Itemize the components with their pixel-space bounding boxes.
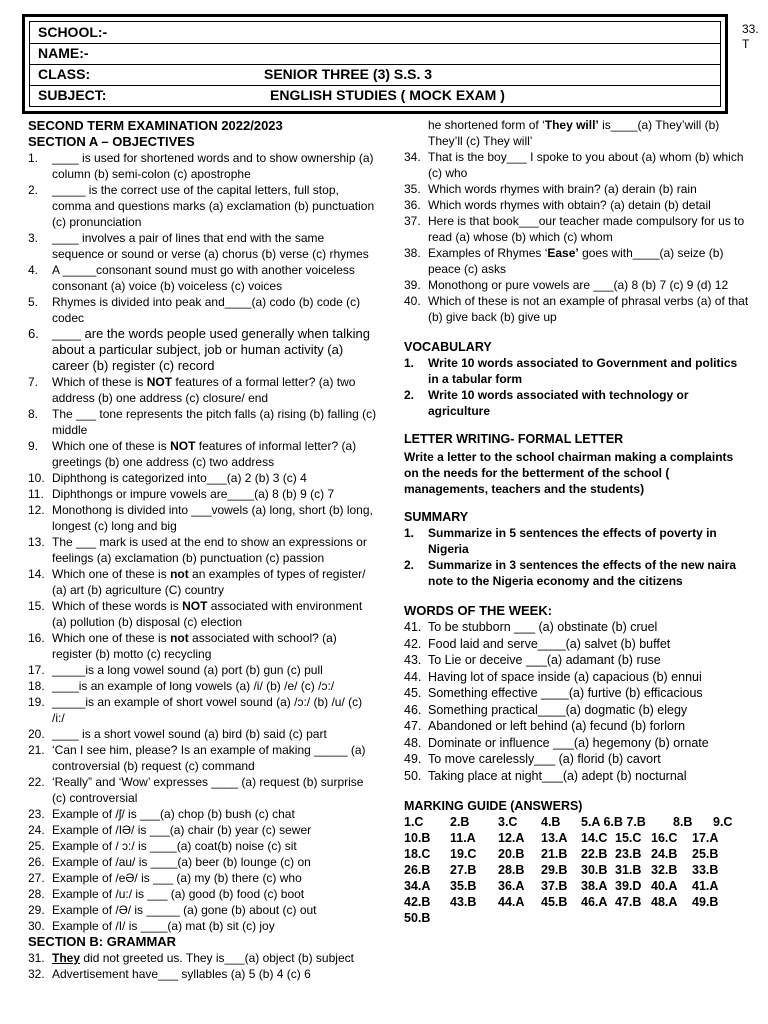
question-item: [404, 197, 750, 213]
question-item: [28, 294, 378, 326]
answer-cell: 22.B: [581, 847, 608, 861]
section-b-heading: SECTION B: GRAMMAR: [28, 934, 177, 949]
question-item-text: _____is an example of short vowel sound (a) /ɔ:/ (b) /u/ (c) /i:/: [52, 695, 363, 725]
question-item: [28, 838, 378, 854]
answer-cell: 5.A 6.B 7.B: [581, 815, 646, 829]
q33-text-c: is____(a) They’will (b) They’ll (c) They will’: [428, 118, 720, 148]
question-item: [28, 374, 378, 406]
word-item-text: To Lie or deceive ___(a) adamant (b) ruse: [428, 653, 661, 667]
summary-item-text: Summarize in 3 sentences the effects of the new naira note to the Nigeria economy and the citizens: [428, 558, 737, 588]
question-item-number: 29.: [28, 903, 45, 917]
grammar-item: [28, 966, 378, 982]
answer-cell: 43.B: [450, 895, 477, 909]
question-item-number: 7.: [28, 375, 39, 389]
answer-cell: 42.B: [404, 895, 431, 909]
question-item: [28, 774, 378, 806]
question-item: [28, 486, 378, 502]
grammar-item: [28, 950, 378, 966]
question-item-text-a: Which of these is: [52, 375, 147, 389]
question-item-text-c: goes with____(a) seize (b) peace (c) asks: [428, 246, 724, 276]
q33-text-b: They will’: [544, 118, 599, 132]
question-item-number: 23.: [28, 807, 45, 821]
question-item-text: Example of /Ə/ is _____ (a) gone (b) about (c) out: [52, 903, 317, 917]
answer-cell: 20.B: [498, 847, 525, 861]
summary-list: [404, 525, 750, 589]
question-item-text: ____is an example of long vowels (a) /i/ (b) /e/ (c) /ɔ:/: [52, 679, 335, 693]
answer-cell: 1.C: [404, 815, 424, 829]
name-row: [30, 43, 720, 65]
question-item-number: 27.: [28, 871, 45, 885]
word-item: [404, 685, 750, 702]
header-box: [22, 14, 728, 114]
question-item-text: Example of /u:/ is ___ (a) good (b) food (c) boot: [52, 887, 305, 901]
question-item-text: Rhymes is divided into peak and____(a) codo (b) code (c) codec: [52, 295, 361, 325]
grammar-item-text: [52, 950, 378, 966]
question-item-text: The ___ mark is used at the end to show an expressions or feelings (a) exclamation (b) punctuation (c) passion: [52, 535, 367, 565]
question-item: [28, 870, 378, 886]
word-item-text: Something effective ____(a) furtive (b) efficacious: [428, 686, 703, 700]
question-item-text: Monothong or pure vowels are ___(a) 8 (b) 7 (c) 9 (d) 12: [428, 278, 729, 292]
word-item: [404, 768, 750, 785]
question-item-text: Example of / ɔ:/ is ____(a) coat(b) noise (c) sit: [52, 839, 297, 853]
answer-cell: 15.C: [615, 831, 642, 845]
answer-cell: 50.B: [404, 911, 431, 925]
question-item-text-a: Examples of Rhymes ‘: [428, 246, 548, 260]
word-item-text: Food laid and serve____(a) salvet (b) buffet: [428, 636, 671, 651]
word-item-text: Something practical____(a) dogmatic (b) elegy: [428, 702, 688, 717]
vocabulary-item: [404, 355, 750, 387]
question-item-number: 37.: [404, 214, 421, 228]
question-item: [28, 502, 378, 534]
answer-cell: 44.A: [498, 895, 525, 909]
question-item-number: 36.: [404, 198, 421, 212]
word-item: [404, 718, 750, 735]
marking-grid: [404, 830, 750, 926]
marking-row-first: [404, 814, 750, 830]
question-item: [28, 182, 378, 230]
header-inner: [29, 21, 721, 107]
answer-cell: 26.B: [404, 863, 431, 877]
question-item-number: 28.: [28, 887, 45, 901]
answer-cell: 38.A: [581, 879, 608, 893]
question-item: [404, 245, 750, 277]
question-item-number: 3.: [28, 231, 39, 245]
question-item: [28, 694, 378, 726]
answer-cell: 19.C: [450, 847, 477, 861]
question-item-number: 20.: [28, 727, 45, 741]
question-item-text-a: Which one of these is: [52, 439, 171, 453]
question-item-number: 26.: [28, 855, 45, 869]
answer-cell: 49.B: [692, 895, 719, 909]
side-fragment-line1: 33.: [742, 22, 759, 36]
word-item: [404, 702, 750, 719]
question-item-text: Which words rhymes with obtain? (a) detain (b) detail: [428, 198, 711, 212]
question-item-number: 30.: [28, 919, 45, 933]
grammar-item-number: 31.: [28, 951, 45, 965]
question-item-number: 5.: [28, 295, 39, 309]
question-item-number: 16.: [28, 631, 45, 645]
word-item-number: 50.: [404, 768, 422, 783]
word-item-number: 47.: [404, 719, 422, 733]
question-item-number: 19.: [28, 695, 45, 709]
question-item: [28, 726, 378, 742]
question-item-text: [52, 598, 378, 630]
question-item-text: ____ is a short vowel sound (a) bird (b) said (c) part: [52, 727, 327, 741]
school-row: [30, 22, 720, 44]
q33-text-a: he shortened form of ‘: [428, 118, 545, 132]
question-item-number: 24.: [28, 823, 45, 837]
question-item-text: Example of /I/ is ____(a) mat (b) sit (c) joy: [52, 919, 275, 933]
question-item: [404, 293, 750, 325]
answer-cell: 36.A: [498, 879, 525, 893]
grammar-questions: [28, 950, 378, 982]
question-item-text: [52, 630, 378, 662]
question-item: [28, 230, 378, 262]
question-item-number: 35.: [404, 182, 421, 196]
question-item-text: Example of /eƏ/ is ___ (a) my (b) there (c) who: [52, 871, 302, 885]
letter-body: Write a letter to the school chairman making a complaints on the needs for the betterment of the school ( managements, teachers and the students): [404, 450, 734, 496]
word-item: [404, 619, 750, 636]
answer-cell: 35.B: [450, 879, 477, 893]
answer-cell: 2.B: [450, 815, 470, 829]
question-item-text-emphasis: NOT: [170, 439, 196, 453]
answer-cell: 32.B: [651, 863, 678, 877]
answer-cell: 48.A: [651, 895, 678, 909]
answer-cell: 24.B: [651, 847, 678, 861]
word-item-text: To be stubborn ___ (a) obstinate (b) cruel: [428, 620, 658, 634]
answer-cell: 41.A: [692, 879, 719, 893]
question-item-text-emphasis: not: [170, 631, 189, 645]
question-item-number: 22.: [28, 775, 45, 789]
word-item-number: 41.: [404, 620, 422, 634]
question-item-text-emphasis: NOT: [182, 599, 208, 613]
summary-heading: SUMMARY: [404, 510, 469, 524]
vocabulary-heading: VOCABULARY: [404, 340, 492, 354]
question-item: [28, 406, 378, 438]
side-fragment-line2: T: [742, 37, 750, 51]
answer-cell: 31.B: [615, 863, 642, 877]
question-item-number: 4.: [28, 263, 39, 277]
question-item-text: [428, 245, 750, 277]
vocabulary-item-text: Write 10 words associated to Government and politics in a tabular form: [428, 356, 738, 386]
vocabulary-item: [404, 387, 750, 419]
question-item-text: The ___ tone represents the pitch falls (a) rising (b) falling (c) middle: [52, 407, 377, 437]
word-item: [404, 751, 750, 768]
vocabulary-item-number: 1.: [404, 356, 415, 370]
answer-cell: 21.B: [541, 847, 568, 861]
side-fragment: [742, 22, 759, 52]
answer-cell: 29.B: [541, 863, 568, 877]
question-item-number: 17.: [28, 663, 45, 677]
question-item-number: 39.: [404, 278, 421, 292]
answer-cell: 17.A: [692, 831, 719, 845]
answer-cell: 34.A: [404, 879, 431, 893]
answer-cell: 23.B: [615, 847, 642, 861]
answer-cell: 40.A: [651, 879, 678, 893]
left-column: [28, 118, 378, 982]
question-item-text: [52, 566, 378, 598]
word-item-number: 49.: [404, 752, 422, 766]
right-column: [404, 117, 750, 926]
question-item-number: 21.: [28, 743, 45, 757]
name-label: NAME:-: [38, 45, 89, 61]
question-item-text: Example of /au/ is ____(a) beer (b) lounge (c) on: [52, 855, 311, 869]
answer-cell: 18.C: [404, 847, 431, 861]
question-item: [404, 149, 750, 181]
question-item-text: ____ are the words people used generally when talking about a particular subject, job or human activity (a) career (b) register (c) record: [52, 326, 370, 373]
right-questions: [404, 149, 750, 325]
grammar-item-text-emphasis: They: [52, 951, 81, 965]
question-item-number: 34.: [404, 150, 421, 164]
question-item-number: 10.: [28, 471, 45, 485]
question-item-number: 8.: [28, 407, 39, 421]
question-item-number: 9.: [28, 439, 39, 453]
question-item-text: ____ is used for shortened words and to show ownership (a) column (b) semi-colon (c) apostrophe: [52, 151, 374, 181]
question-item: [28, 262, 378, 294]
class-row: [30, 64, 720, 86]
answer-cell: 30.B: [581, 863, 608, 877]
objective-questions: [28, 150, 378, 934]
question-item: [28, 854, 378, 870]
question-item-text: That is the boy___ I spoke to you about (a) whom (b) which (c) who: [428, 150, 744, 180]
question-item-text-emphasis: Ease’: [547, 246, 579, 260]
vocabulary-list: [404, 355, 750, 419]
question-item-text: Which words rhymes with brain? (a) derain (b) rain: [428, 182, 697, 196]
subject-value: ENGLISH STUDIES ( MOCK EXAM ): [270, 87, 505, 103]
question-item: [28, 886, 378, 902]
question-item-text: [52, 438, 378, 470]
question-item-number: 6.: [28, 326, 39, 341]
word-item-text: Abandoned or left behind (a) fecund (b) forlorn: [428, 719, 686, 733]
answer-cell: 45.B: [541, 895, 568, 909]
answer-cell: 14.C: [581, 831, 608, 845]
answer-cell: 37.B: [541, 879, 568, 893]
letter-heading: LETTER WRITING- FORMAL LETTER: [404, 432, 624, 446]
answer-cell: 9.C: [713, 815, 733, 829]
question-item-text-emphasis: not: [170, 567, 189, 581]
question-item: [28, 742, 378, 774]
question-item-number: 14.: [28, 567, 45, 581]
answer-cell: 10.B: [404, 831, 431, 845]
words-list: [404, 619, 750, 784]
question-item: [28, 566, 378, 598]
answer-cell: 25.B: [692, 847, 719, 861]
question-item-text: ____ involves a pair of lines that end with the same sequence or sound or verse (a) chorus (b) verse (c) rhymes: [52, 231, 369, 261]
vocabulary-item-text: Write 10 words associated with technology or agriculture: [428, 388, 689, 418]
question-item-text: ‘Really” and ‘Wow’ expresses ____ (a) request (b) surprise (c) controversial: [52, 775, 364, 805]
question-item-text: Example of /ʃ/ is ___(a) chop (b) bush (c) chat: [52, 807, 295, 821]
word-item: [404, 636, 750, 653]
exam-title: SECOND TERM EXAMINATION 2022/2023: [28, 118, 283, 133]
marking-guide-heading: MARKING GUIDE (ANSWERS): [404, 799, 583, 813]
question-item: [28, 918, 378, 934]
grammar-item-text: Advertisement have___ syllables (a) 5 (b) 4 (c) 6: [52, 967, 311, 981]
question-item: [28, 630, 378, 662]
question-item: [404, 213, 750, 245]
question-item-text: Here is that book___our teacher made compulsory for us to read (a) whose (b) which (c) whom: [428, 214, 745, 244]
question-item-number: 1.: [28, 151, 39, 165]
question-item-text-emphasis: NOT: [146, 375, 173, 389]
word-item-number: 42.: [404, 636, 422, 651]
question-item-text: _____is a long vowel sound (a) port (b) gun (c) pull: [52, 663, 323, 677]
question-item: [28, 902, 378, 918]
question-item-number: 13.: [28, 535, 45, 549]
question-item-text: Example of /IƏ/ is ___(a) chair (b) year (c) sewer: [52, 823, 312, 837]
question-item-text-a: Which one of these is: [52, 631, 171, 645]
question-item: [28, 326, 378, 374]
question-item-number: 18.: [28, 679, 45, 693]
answer-cell: 28.B: [498, 863, 525, 877]
word-item: [404, 735, 750, 752]
question-item: [28, 662, 378, 678]
answer-cell: 11.A: [450, 831, 476, 845]
vocabulary-item-number: 2.: [404, 388, 415, 402]
answer-cell: 33.B: [692, 863, 719, 877]
question-item-text: Diphthong is categorized into___(a) 2 (b) 3 (c) 4: [52, 471, 307, 485]
summary-item: [404, 557, 750, 589]
class-value: SENIOR THREE (3) S.S. 3: [264, 66, 433, 82]
question-item-text-c: associated with school? (a) register (b) motto (c) recycling: [52, 631, 337, 661]
question-item-text-c: features of informal letter? (a) greetings (b) one address (c) two address: [52, 439, 357, 469]
question-item-number: 12.: [28, 503, 45, 517]
answer-cell: 27.B: [450, 863, 477, 877]
question-item-text-a: Which of these words is: [52, 599, 183, 613]
class-label: CLASS:: [38, 66, 91, 82]
grammar-item-number: 32.: [28, 967, 45, 981]
subject-row: [30, 85, 720, 106]
question-item-text-c: an examples of types of register/ (a) art (b) agriculture (C) country: [52, 567, 366, 597]
word-item-number: 46.: [404, 702, 422, 717]
question-item-text: _____ is the correct use of the capital letters, full stop, comma and questions marks (a) exclamation (b) punctuation (c) pronunciation: [52, 183, 375, 229]
word-item-text: To move carelessly___ (a) florid (b) cavort: [428, 752, 661, 766]
question-item-text: A _____consonant sound must go with another voiceless consonant (a) voice (b) voiceless (c) voices: [52, 263, 355, 293]
answer-cell: 16.C: [651, 831, 678, 845]
question-item-number: 2.: [28, 183, 39, 197]
summary-item-text: Summarize in 5 sentences the effects of poverty in Nigeria: [428, 526, 717, 556]
answer-cell: 47.B: [615, 895, 642, 909]
question-item-text-a: Which one of these is: [52, 567, 171, 581]
word-item-text: Dominate or influence ___(a) hegemony (b) ornate: [428, 735, 709, 750]
question-item: [404, 181, 750, 197]
answer-cell: 3.C: [498, 815, 518, 829]
question-item-text: Which of these is not an example of phrasal verbs (a) of that (b) give back (b) give up: [428, 294, 749, 324]
word-item-text: Taking place at night___(a) adept (b) nocturnal: [428, 768, 687, 783]
words-heading: WORDS OF THE WEEK:: [404, 603, 553, 618]
summary-item-number: 2.: [404, 558, 415, 572]
question-item-number: 25.: [28, 839, 45, 853]
grammar-item-text-c: did not greeted us. They is___(a) object (b) subject: [80, 951, 354, 965]
word-item-number: 48.: [404, 735, 422, 750]
question-item-number: 15.: [28, 599, 45, 613]
question-item: [28, 806, 378, 822]
summary-item-number: 1.: [404, 526, 415, 540]
question-item-number: 11.: [28, 487, 44, 501]
word-item-number: 45.: [404, 686, 422, 700]
question-item-text: [52, 374, 378, 406]
question-item-number: 38.: [404, 246, 421, 260]
word-item-text: Having lot of space inside (a) capacious (b) ennui: [428, 669, 702, 684]
question-item-text: ‘Can I see him, please? Is an example of making _____ (a) controversial (b) request (c) command: [52, 743, 366, 773]
question-item: [28, 534, 378, 566]
question-item-text: Diphthongs or impure vowels are____(a) 8 (b) 9 (c) 7: [52, 487, 335, 501]
answer-cell: 8.B: [673, 815, 693, 829]
question-item-text-c: associated with environment (a) pollution (b) disposal (c) election: [52, 599, 363, 629]
answer-cell: 39.D: [615, 879, 642, 893]
word-item: [404, 669, 750, 686]
word-item-number: 43.: [404, 653, 422, 667]
question-item: [28, 822, 378, 838]
answer-cell: 46.A: [581, 895, 608, 909]
question-item: [28, 150, 378, 182]
question-item: [28, 678, 378, 694]
question-item: [28, 598, 378, 630]
question-item-number: 40.: [404, 294, 421, 308]
question-33-continued: [404, 117, 750, 149]
word-item-number: 44.: [404, 669, 422, 684]
subject-label: SUBJECT:: [38, 87, 107, 103]
question-item: [404, 277, 750, 293]
question-item-text: Monothong is divided into ___vowels (a) long, short (b) long, longest (c) long and big: [52, 503, 373, 533]
answer-cell: 12.A: [498, 831, 525, 845]
question-item: [28, 438, 378, 470]
answer-cell: 13.A: [541, 831, 568, 845]
question-item: [28, 470, 378, 486]
section-a-heading: SECTION A – OBJECTIVES: [28, 134, 195, 149]
summary-item: [404, 525, 750, 557]
word-item: [404, 652, 750, 669]
school-label: SCHOOL:-: [38, 24, 108, 40]
answer-cell: 4.B: [541, 815, 561, 829]
question-item-text-c: features of a formal letter? (a) two address (b) one address (c) closure/ end: [52, 375, 356, 405]
